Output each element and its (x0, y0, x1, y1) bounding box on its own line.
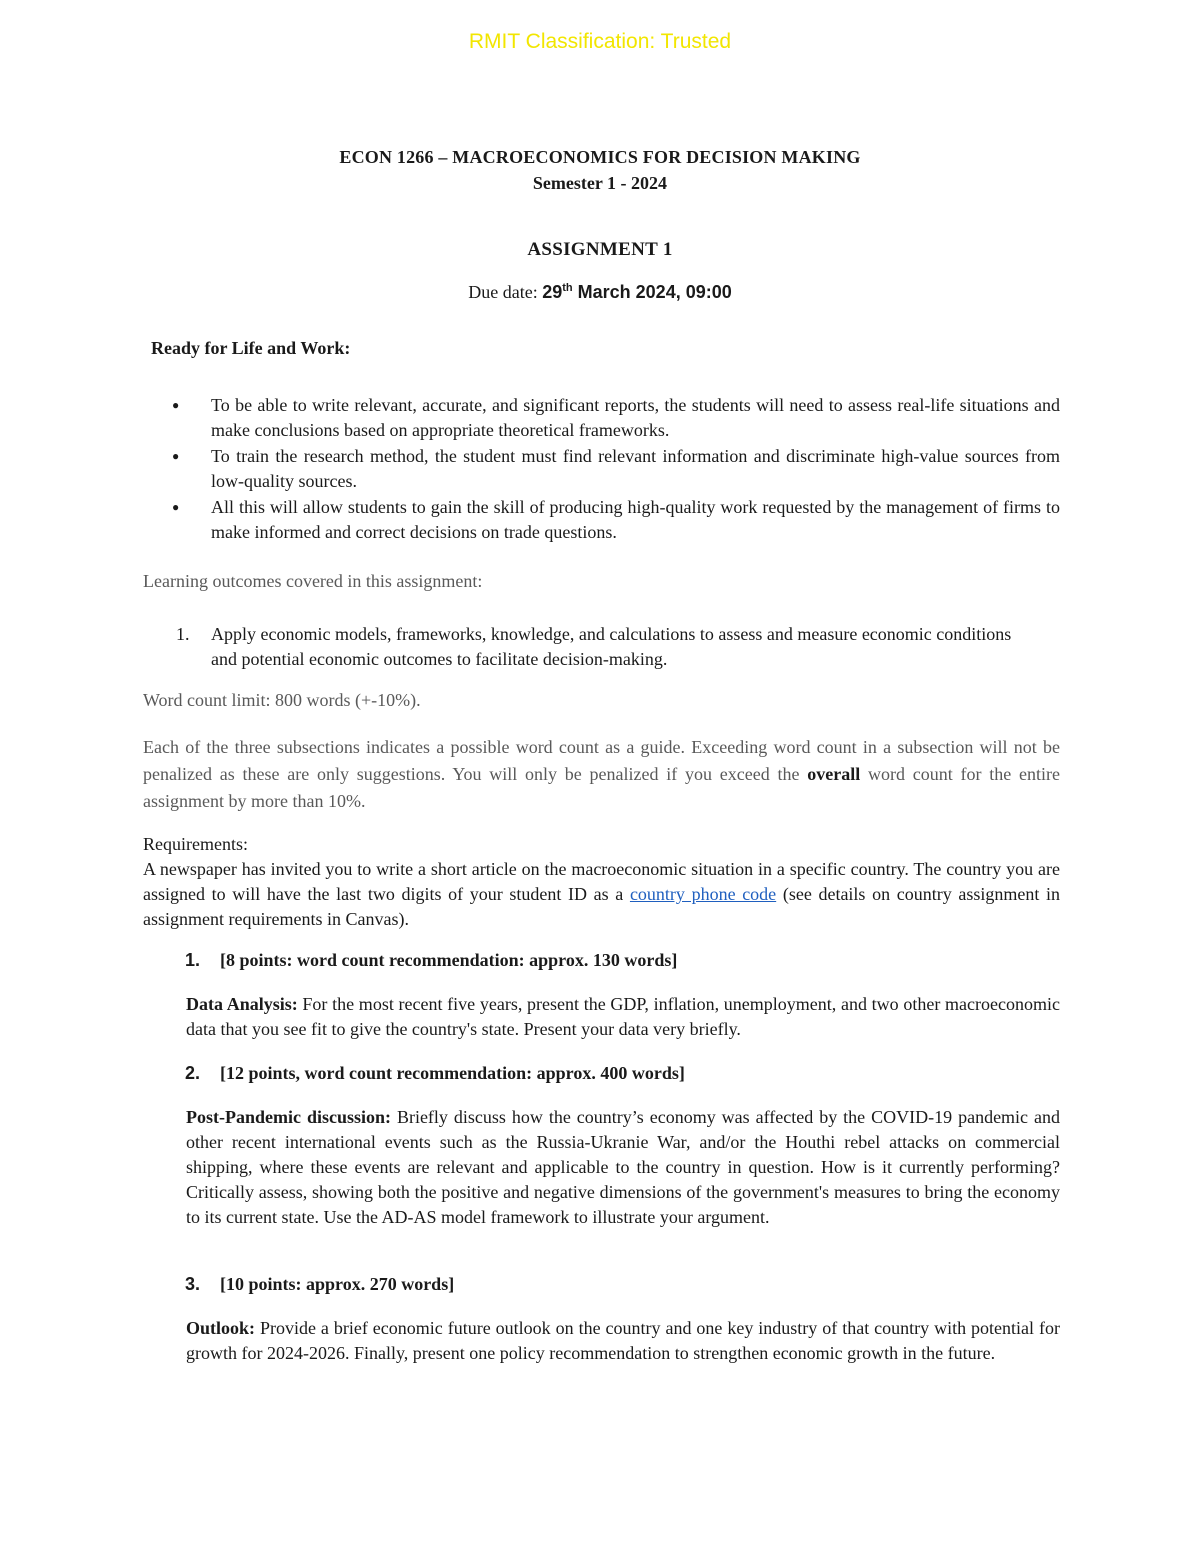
learning-outcomes-heading: Learning outcomes covered in this assignment: (143, 571, 483, 591)
requirements-heading: Requirements: (143, 834, 248, 854)
section-number: 1. (185, 950, 201, 970)
subsection-note-text: Each of the three subsections indicates a possible word count as a guide. Exceeding word count in a subsection will not be penalized as these are only suggestions. You will only be penalized if you exceed the (143, 737, 1060, 784)
country-phone-code-link[interactable]: country phone code (629, 884, 777, 904)
requirements-text (143, 857, 1060, 932)
section-body-2 (186, 1105, 1060, 1230)
section-text: Briefly discuss how the country’s economy was affected by the COVID-19 pandemic and other recent international events such as the Russia-Ukranie War, and/or the Houthi rebel attacks on commercial shipping, where these events are relevant and applicable to the country in question. How is it currently performing? Critically assess, showing both the positive and negative dimensions of the government's measures to bring the economy to its current state. Use the AD-AS model framework to illustrate your argument. (186, 1107, 1060, 1227)
ready-heading: Ready for Life and Work: (151, 338, 351, 358)
section-number: 3. (185, 1274, 201, 1294)
due-date-day: 29 (542, 282, 563, 302)
section-heading-1 (185, 950, 1060, 971)
subsection-note (143, 734, 1060, 815)
subsection-note-text-end: word count for the entire assignment by more than 10%. (143, 764, 1060, 811)
section-label: Post-Pandemic discussion: (186, 1107, 391, 1127)
section-text: Provide a brief economic future outlook on the country and one key industry of that country with potential for growth for 2024-2026. Finally, present one policy recommendation to strengthen economic growth in the future. (186, 1318, 1060, 1363)
section-body-3 (186, 1316, 1060, 1366)
section-heading-text: [8 points: word count recommendation: approx. 130 words] (220, 950, 678, 970)
list-item: ● To be able to write relevant, accurate, and significant reports, the students will need to assess real-life situations and make conclusions based on appropriate theoretical frameworks. (170, 393, 1060, 443)
due-date (0, 282, 1200, 303)
list-item: ● To train the research method, the student must find relevant information and discriminate high-value sources from low-quality sources. (170, 444, 1060, 494)
assignment-title: ASSIGNMENT 1 (527, 239, 673, 260)
section-number: 2. (185, 1063, 201, 1083)
list-item: ● All this will allow students to gain the skill of producing high-quality work requested by the management of firms to make informed and correct decisions on trade questions. (170, 495, 1060, 545)
section-label: Data Analysis: (186, 994, 298, 1014)
requirements-text-start: A newspaper has invited you to write a short article on the macroeconomic situation in a specific country. The country you are assigned to will have the last two digits of your student ID as a (143, 859, 1060, 904)
section-text: For the most recent five years, present the GDP, inflation, unemployment, and two other macroeconomic data that you see fit to give the country's state. Present your data very briefly. (186, 994, 1061, 1039)
section-heading-text: [12 points, word count recommendation: approx. 400 words] (220, 1063, 685, 1083)
due-date-label: Due date: (468, 282, 543, 302)
due-date-suffix: th (562, 282, 573, 294)
learning-outcome-text: Apply economic models, frameworks, knowledge, and calculations to assess and measure economic conditions and potential economic outcomes to facilitate decision-making. (211, 624, 1012, 669)
subsection-note-bold: overall (807, 764, 861, 784)
section-body-1 (186, 992, 1060, 1042)
section-heading-3 (185, 1274, 1060, 1295)
due-date-value: March 2024, 09:00 (572, 282, 732, 302)
semester: Semester 1 - 2024 (532, 173, 668, 193)
section-heading-2 (185, 1063, 1060, 1084)
list-number: 1. (176, 624, 190, 644)
course-title: ECON 1266 – MACROECONOMICS FOR DECISION MAKING (339, 147, 861, 167)
classification-header: RMIT Classification: Trusted (468, 30, 732, 53)
word-count-limit: Word count limit: 800 words (+-10%). (143, 690, 421, 710)
section-heading-text: [10 points: approx. 270 words] (220, 1274, 455, 1294)
ready-bullet-list (170, 393, 1060, 546)
requirements-block (143, 832, 1060, 932)
section-label: Outlook: (186, 1318, 256, 1338)
requirements-text-end: (see details on country assignment in assignment requirements in Canvas). (143, 884, 1060, 929)
